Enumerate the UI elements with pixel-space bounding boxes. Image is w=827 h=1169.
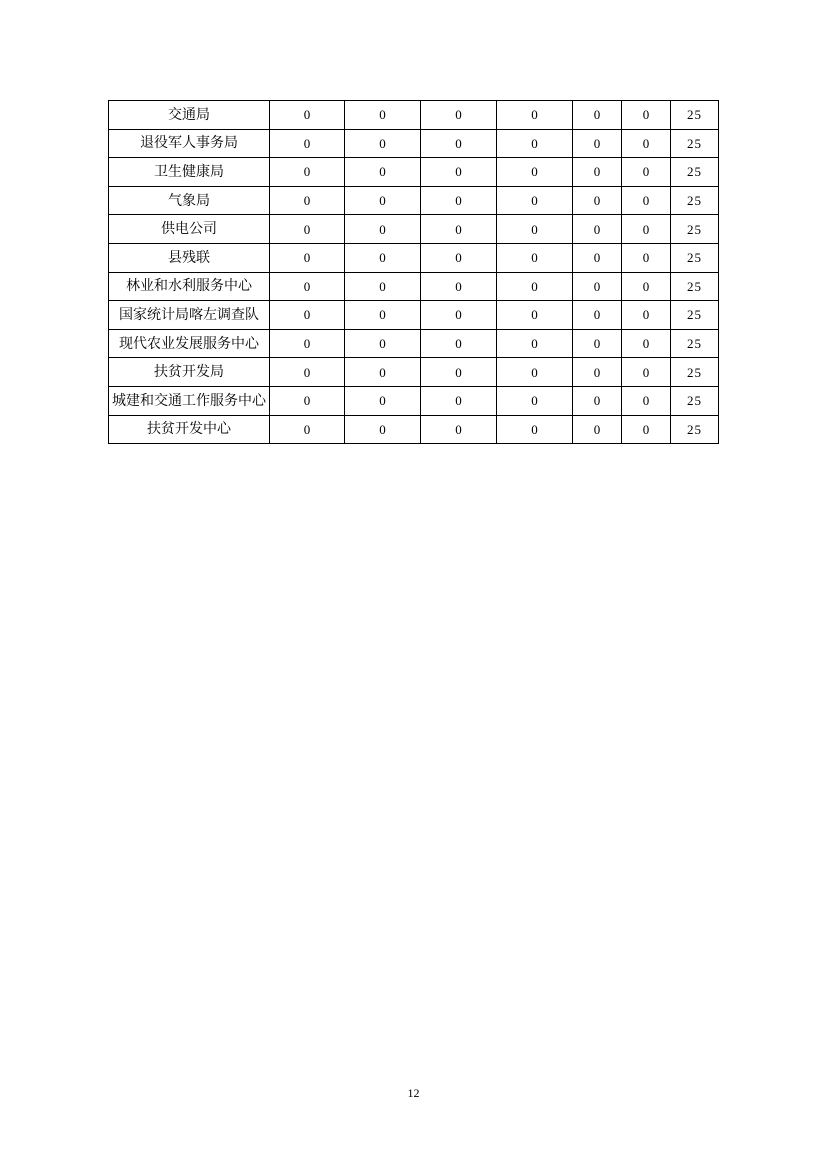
value-cell: 0: [622, 301, 671, 330]
total-score-cell: 25: [671, 215, 719, 244]
department-name-cell: 交通局: [109, 101, 270, 130]
value-cell: 0: [573, 186, 622, 215]
value-cell: 0: [270, 158, 345, 187]
total-score-cell: 25: [671, 186, 719, 215]
department-name-cell: 现代农业发展服务中心: [109, 329, 270, 358]
value-cell: 0: [270, 358, 345, 387]
value-cell: 0: [421, 301, 497, 330]
value-cell: 0: [622, 158, 671, 187]
table-row: [109, 358, 719, 387]
value-cell: 0: [622, 101, 671, 130]
department-name-cell: 卫生健康局: [109, 158, 270, 187]
value-cell: 0: [497, 158, 573, 187]
total-score-cell: 25: [671, 129, 719, 158]
value-cell: 0: [421, 243, 497, 272]
value-cell: 0: [421, 101, 497, 130]
value-cell: 0: [345, 301, 421, 330]
value-cell: 0: [573, 386, 622, 415]
value-cell: 0: [270, 243, 345, 272]
department-score-table: [108, 100, 719, 444]
table-row: [109, 129, 719, 158]
value-cell: 0: [622, 243, 671, 272]
department-name-cell: 国家统计局喀左调查队: [109, 301, 270, 330]
value-cell: 0: [421, 415, 497, 444]
value-cell: 0: [497, 129, 573, 158]
department-name-cell: 退役军人事务局: [109, 129, 270, 158]
value-cell: 0: [270, 101, 345, 130]
value-cell: 0: [345, 272, 421, 301]
total-score-cell: 25: [671, 243, 719, 272]
value-cell: 0: [270, 129, 345, 158]
value-cell: 0: [270, 386, 345, 415]
table-row: [109, 215, 719, 244]
value-cell: 0: [270, 415, 345, 444]
total-score-cell: 25: [671, 386, 719, 415]
table-row: [109, 272, 719, 301]
value-cell: 0: [573, 101, 622, 130]
value-cell: 0: [573, 158, 622, 187]
value-cell: 0: [497, 386, 573, 415]
table-row: [109, 415, 719, 444]
total-score-cell: 25: [671, 158, 719, 187]
department-name-cell: 林业和水利服务中心: [109, 272, 270, 301]
page-number: 12: [407, 1086, 420, 1100]
value-cell: 0: [497, 243, 573, 272]
value-cell: 0: [421, 386, 497, 415]
value-cell: 0: [270, 272, 345, 301]
value-cell: 0: [497, 301, 573, 330]
value-cell: 0: [270, 186, 345, 215]
value-cell: 0: [622, 329, 671, 358]
total-score-cell: 25: [671, 301, 719, 330]
value-cell: 0: [622, 272, 671, 301]
value-cell: 0: [573, 415, 622, 444]
department-name-cell: 县残联: [109, 243, 270, 272]
value-cell: 0: [497, 415, 573, 444]
value-cell: 0: [421, 129, 497, 158]
value-cell: 0: [345, 329, 421, 358]
table-row: [109, 158, 719, 187]
value-cell: 0: [345, 415, 421, 444]
value-cell: 0: [345, 386, 421, 415]
table-row: [109, 386, 719, 415]
value-cell: 0: [573, 129, 622, 158]
table-row: [109, 301, 719, 330]
value-cell: 0: [345, 158, 421, 187]
table-body: [109, 101, 719, 444]
total-score-cell: 25: [671, 415, 719, 444]
value-cell: 0: [345, 186, 421, 215]
value-cell: 0: [573, 215, 622, 244]
value-cell: 0: [622, 186, 671, 215]
value-cell: 0: [270, 329, 345, 358]
value-cell: 0: [421, 358, 497, 387]
value-cell: 0: [421, 329, 497, 358]
department-name-cell: 气象局: [109, 186, 270, 215]
value-cell: 0: [497, 272, 573, 301]
total-score-cell: 25: [671, 329, 719, 358]
value-cell: 0: [622, 358, 671, 387]
table-row: [109, 329, 719, 358]
value-cell: 0: [345, 358, 421, 387]
value-cell: 0: [497, 215, 573, 244]
value-cell: 0: [573, 243, 622, 272]
value-cell: 0: [497, 358, 573, 387]
value-cell: 0: [622, 129, 671, 158]
total-score-cell: 25: [671, 272, 719, 301]
value-cell: 0: [622, 386, 671, 415]
table-row: [109, 101, 719, 130]
department-name-cell: 供电公司: [109, 215, 270, 244]
value-cell: 0: [497, 329, 573, 358]
value-cell: 0: [573, 272, 622, 301]
value-cell: 0: [573, 329, 622, 358]
value-cell: 0: [421, 272, 497, 301]
table-row: [109, 243, 719, 272]
value-cell: 0: [345, 215, 421, 244]
value-cell: 0: [622, 415, 671, 444]
value-cell: 0: [497, 186, 573, 215]
department-name-cell: 扶贫开发中心: [109, 415, 270, 444]
value-cell: 0: [345, 129, 421, 158]
department-name-cell: 扶贫开发局: [109, 358, 270, 387]
value-cell: 0: [345, 101, 421, 130]
value-cell: 0: [573, 358, 622, 387]
value-cell: 0: [345, 243, 421, 272]
table-row: [109, 186, 719, 215]
value-cell: 0: [622, 215, 671, 244]
department-name-cell: 城建和交通工作服务中心: [109, 386, 270, 415]
value-cell: 0: [421, 158, 497, 187]
value-cell: 0: [497, 101, 573, 130]
value-cell: 0: [270, 215, 345, 244]
value-cell: 0: [270, 301, 345, 330]
value-cell: 0: [421, 215, 497, 244]
total-score-cell: 25: [671, 358, 719, 387]
value-cell: 0: [573, 301, 622, 330]
value-cell: 0: [421, 186, 497, 215]
total-score-cell: 25: [671, 101, 719, 130]
